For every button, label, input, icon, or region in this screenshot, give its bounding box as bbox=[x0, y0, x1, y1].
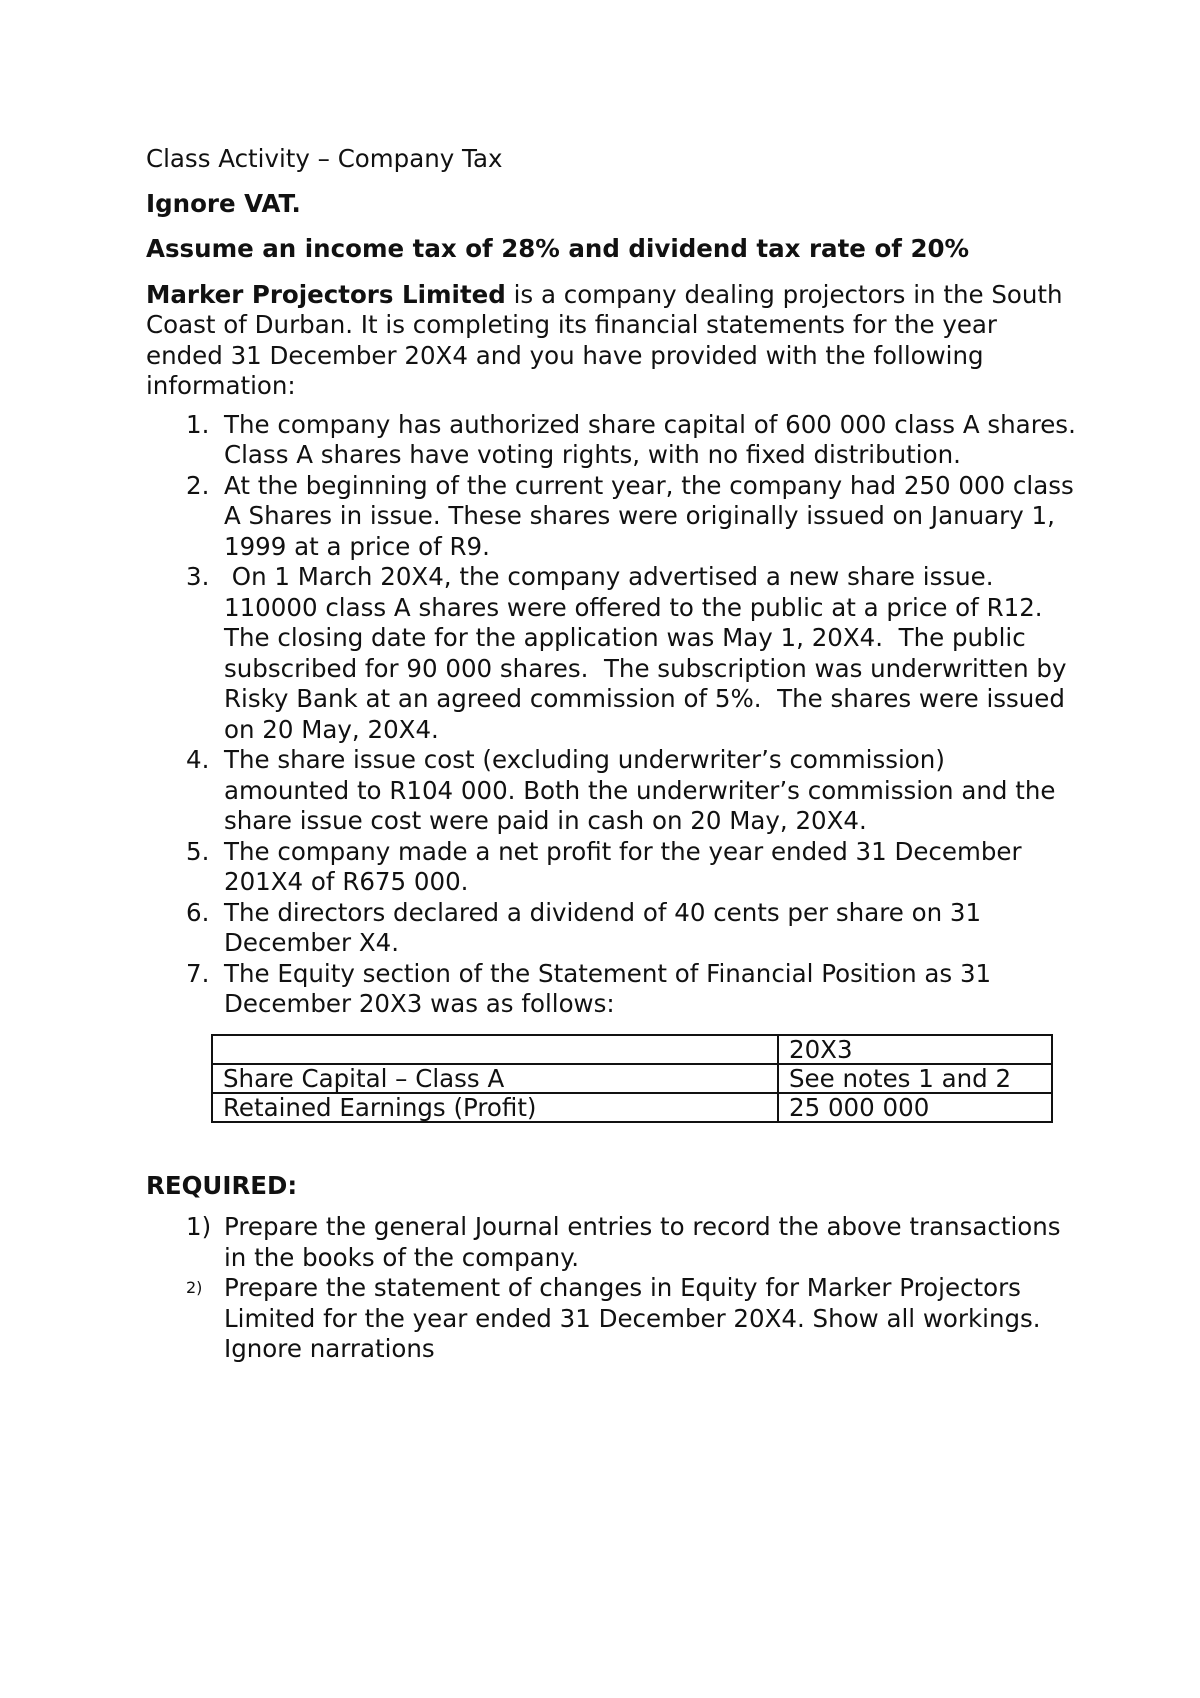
intro-text: is a company dealing projectors in the South Coast of Durban. It is completing its financial statements for the year ended 31 December 20X4 and you have provided with the following information: bbox=[146, 279, 1063, 400]
table-header-row bbox=[212, 1035, 1052, 1064]
table-header-cell: 20X3 bbox=[778, 1035, 1052, 1064]
required-list bbox=[146, 1212, 1076, 1365]
list-item bbox=[146, 1212, 1076, 1273]
table-cell: 25 000 000 bbox=[778, 1093, 1052, 1122]
required-heading: REQUIRED: bbox=[146, 1170, 298, 1200]
list-item-text: Prepare the general Journal entries to record the above transactions in the books of the company. bbox=[224, 1212, 1061, 1272]
list-item bbox=[146, 898, 1076, 959]
list-item bbox=[146, 562, 1076, 745]
list-item-number: 2. bbox=[186, 470, 210, 500]
list-item-number: 6. bbox=[186, 897, 210, 927]
list-item-text: The company has authorized share capital of 600 000 class A shares. Class A shares have voting rights, with no fixed distribution. bbox=[224, 409, 1076, 469]
list-item-number: 7. bbox=[186, 958, 210, 988]
table-row bbox=[212, 1093, 1052, 1122]
list-item bbox=[146, 471, 1076, 563]
list-item bbox=[146, 959, 1076, 1020]
table-cell: Retained Earnings (Profit) bbox=[212, 1093, 778, 1122]
list-item-number: 2) bbox=[186, 1278, 203, 1297]
list-item bbox=[146, 837, 1076, 898]
intro-paragraph bbox=[146, 280, 1076, 402]
table-cell: Share Capital – Class A bbox=[212, 1064, 778, 1093]
company-name: Marker Projectors Limited bbox=[146, 279, 506, 309]
document-page bbox=[146, 144, 1076, 1365]
list-item-number: 1. bbox=[186, 409, 210, 439]
list-item-text: At the beginning of the current year, the company had 250 000 class A Shares in issue. These shares were originally issued on January 1, 1999 at a price of R9. bbox=[224, 470, 1074, 561]
table-header-cell bbox=[212, 1035, 778, 1064]
document-title: Class Activity – Company Tax bbox=[146, 144, 503, 173]
list-item-text: The company made a net profit for the year ended 31 December 201X4 of R675 000. bbox=[224, 836, 1022, 896]
equity-table bbox=[211, 1034, 1053, 1123]
list-item bbox=[146, 410, 1076, 471]
list-item-number: 3. bbox=[186, 562, 210, 591]
list-item-text: On 1 March 20X4, the company advertised a new share issue. 110000 class A shares were offered to the public at a price of R12. The closing date for the application was May 1, 20X4. The public subscribed for 90 000 shares. The subscription was underwritten by Risky Bank at an agreed commission of 5%. The shares were issued on 20 May, 20X4. bbox=[224, 562, 1075, 744]
table-cell: See notes 1 and 2 bbox=[778, 1064, 1052, 1093]
list-item-number: 5. bbox=[186, 836, 210, 866]
tax-assumption: Assume an income tax of 28% and dividend tax rate of 20% bbox=[146, 234, 970, 263]
list-item-text: The directors declared a dividend of 40 cents per share on 31 December X4. bbox=[224, 897, 982, 957]
ignore-vat-note: Ignore VAT. bbox=[146, 188, 301, 218]
list-item bbox=[146, 745, 1076, 837]
table-row bbox=[212, 1064, 1052, 1093]
list-item-text: The share issue cost (excluding underwriter’s commission) amounted to R104 000. Both the underwriter’s commission and the share issue cost were paid in cash on 20 May, 20X4. bbox=[224, 745, 1056, 835]
list-item bbox=[146, 1273, 1076, 1365]
list-item-text: The Equity section of the Statement of Financial Position as 31 December 20X3 was as follows: bbox=[224, 958, 992, 1018]
list-item-number: 4. bbox=[186, 745, 210, 774]
information-list bbox=[146, 410, 1076, 1020]
list-item-number: 1) bbox=[186, 1212, 212, 1241]
list-item-text: Prepare the statement of changes in Equity for Marker Projectors Limited for the year ended 31 December 20X4. Show all workings. Ignore narrations bbox=[224, 1273, 1041, 1363]
